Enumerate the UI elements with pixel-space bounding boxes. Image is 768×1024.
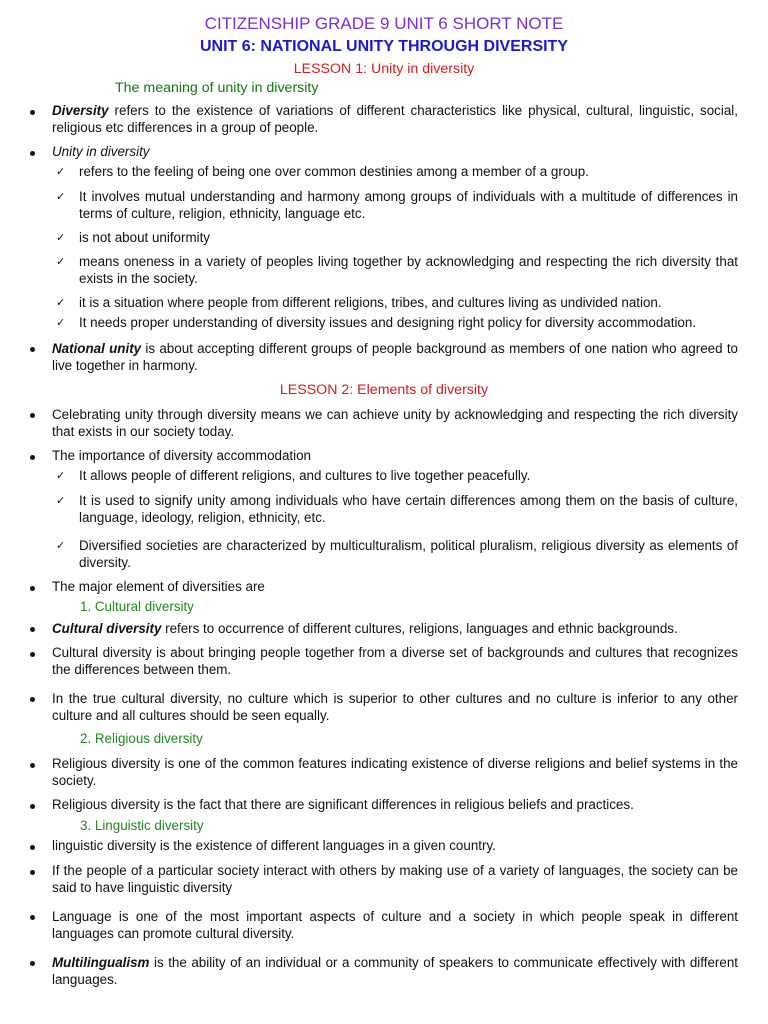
bullet-icon xyxy=(30,697,35,702)
document-title: CITIZENSHIP GRADE 9 UNIT 6 SHORT NOTE xyxy=(204,14,564,33)
check-mark-icon: ✓ xyxy=(56,317,66,329)
linguistic-point: If the people of a particular society interact with others by making use of a variety of languages, the society can be said to have linguistic diversity xyxy=(52,863,738,895)
check-mark-icon: ✓ xyxy=(56,470,66,482)
bullet-icon xyxy=(30,151,35,156)
importance-point: It allows people of different religions, and cultures to live together peacefully. xyxy=(79,468,531,483)
check-mark-icon: ✓ xyxy=(56,166,66,178)
bullet-icon xyxy=(30,347,35,352)
religious-point: Religious diversity is the fact that there are significant differences in religious beliefs and practices. xyxy=(52,797,634,812)
unity-point: means oneness in a variety of peoples living together by acknowledging and respecting the rich diversity that exists in the society. xyxy=(79,254,738,286)
bullet-icon xyxy=(30,586,35,591)
unity-point: it is a situation where people from different religions, tribes, and cultures living as undivided nation. xyxy=(79,295,662,310)
cultural-diversity-definition: Cultural diversity refers to occurrence of different cultures, religions, languages and ethnic backgrounds. xyxy=(52,621,678,636)
cultural-point: In the true cultural diversity, no culture which is superior to other cultures and no culture is inferior to any other culture and all cultures should be seen equally. xyxy=(52,691,738,723)
bullet-icon xyxy=(30,627,35,632)
bullet-icon xyxy=(30,763,35,768)
linguistic-point: Language is one of the most important aspects of culture and a society in which people speak in different languages can promote cultural diversity. xyxy=(52,909,738,941)
bullet-icon xyxy=(30,413,35,418)
major-elements-heading: The major element of diversities are xyxy=(52,579,265,594)
importance-point: Diversified societies are characterized by multiculturalism, political pluralism, religious diversity as elements of diversity. xyxy=(79,538,738,570)
unity-point: refers to the feeling of being one over common destinies among a member of a group. xyxy=(79,164,589,179)
check-mark-icon: ✓ xyxy=(56,256,66,268)
national-unity-definition: National unity is about accepting different groups of people background as members of one nation who agreed to live together in harmony. xyxy=(52,341,739,373)
bullet-icon xyxy=(30,915,35,920)
celebrating-unity-text: Celebrating unity through diversity means we can achieve unity by acknowledging and respecting the rich diversity that exists in our society today. xyxy=(52,407,738,439)
bullet-icon xyxy=(30,870,35,875)
bullet-icon xyxy=(30,804,35,809)
bullet-icon xyxy=(30,110,35,115)
unity-point: It needs proper understanding of diversity issues and designing right policy for diversity accommodation. xyxy=(79,315,697,330)
importance-point: It is used to signify unity among individuals who have certain differences among them on the basis of culture, language, ideology, religion, ethnicity, etc. xyxy=(79,493,738,525)
lesson2-heading: LESSON 2: Elements of diversity xyxy=(279,382,489,398)
religious-diversity-heading: 2. Religious diversity xyxy=(80,731,203,746)
bullet-icon xyxy=(30,961,35,966)
check-mark-icon: ✓ xyxy=(56,540,66,552)
unity-in-diversity-term: Unity in diversity xyxy=(52,144,150,159)
lesson1-subheading: The meaning of unity in diversity xyxy=(115,80,319,96)
cultural-diversity-heading: 1. Cultural diversity xyxy=(80,599,194,614)
cultural-point: Cultural diversity is about bringing people together from a diverse set of backgrounds and cultures that recognizes the differences between them. xyxy=(52,645,738,677)
linguistic-diversity-heading: 3. Linguistic diversity xyxy=(80,818,204,833)
diversity-definition: Diversity refers to the existence of variations of different characteristics like physical, cultural, linguistic, social, religious etc differences in a group of people. xyxy=(52,103,738,135)
check-mark-icon: ✓ xyxy=(56,297,66,309)
unit-title: UNIT 6: NATIONAL UNITY THROUGH DIVERSITY xyxy=(199,38,568,55)
linguistic-point: linguistic diversity is the existence of different languages in a given country. xyxy=(52,838,496,853)
lesson1-heading: LESSON 1: Unity in diversity xyxy=(293,61,475,77)
bullet-icon xyxy=(30,845,35,850)
check-mark-icon: ✓ xyxy=(56,191,66,203)
unity-point: It involves mutual understanding and harmony among groups of individuals with a multitude of differences in terms of culture, religion, ethnicity, language etc. xyxy=(79,189,738,221)
unity-point: is not about uniformity xyxy=(79,230,210,245)
religious-point: Religious diversity is one of the common features indicating existence of diverse religions and belief systems in the society. xyxy=(52,756,738,788)
check-mark-icon: ✓ xyxy=(56,495,66,507)
check-mark-icon: ✓ xyxy=(56,232,66,244)
bullet-icon xyxy=(30,652,35,657)
bullet-icon xyxy=(30,455,35,460)
importance-heading: The importance of diversity accommodation xyxy=(52,448,311,463)
multilingualism-definition: Multilingualism is the ability of an individual or a community of speakers to communicate effectively with different languages. xyxy=(52,955,738,987)
